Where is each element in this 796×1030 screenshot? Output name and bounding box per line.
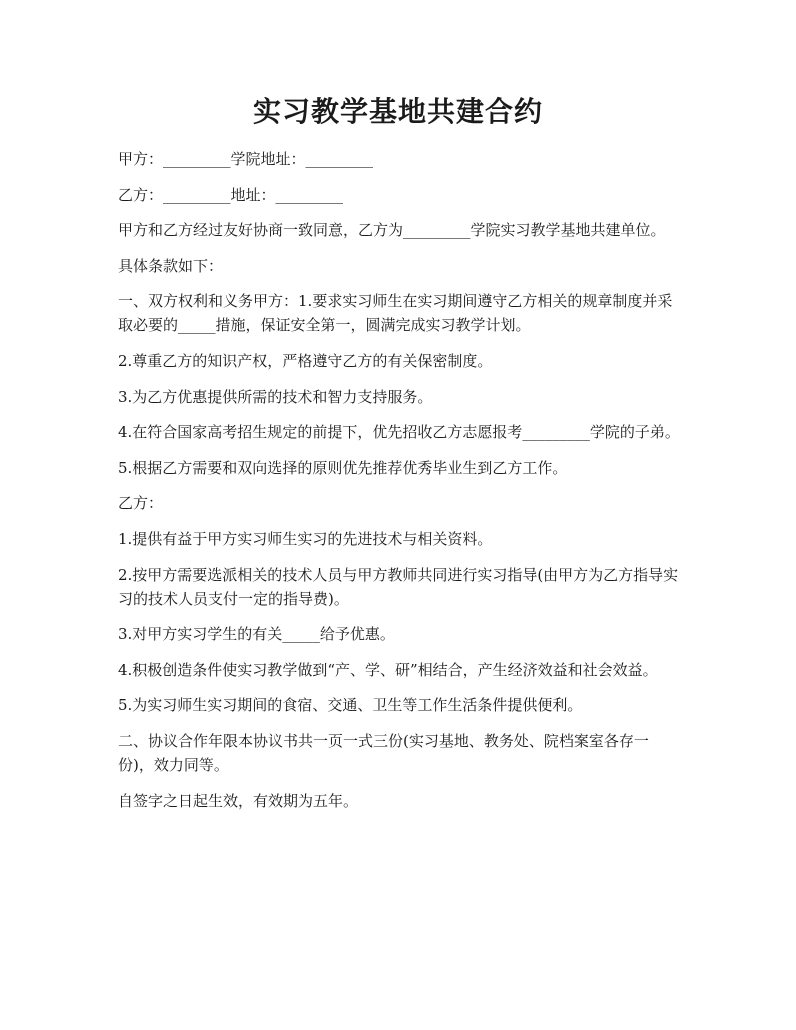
party-b-clause-2: 2.按甲方需要选派相关的技术人员与甲方教师共同进行实习指导(由甲方为乙方指导实习的技术人员支付一定的指导费)。 xyxy=(118,565,679,608)
effective-date-clause: 自签字之日起生效，有效期为五年。 xyxy=(118,791,359,810)
party-a-clause-1: 一、双方权利和义务甲方：1.要求实习师生在实习期间遵守乙方相关的规章制度并采取必要的_____措施，保证安全第一，圆满完成实习教学计划。 xyxy=(118,292,673,335)
party-a-clause-3: 3.为乙方优惠提供所需的技术和智力支持服务。 xyxy=(118,387,433,406)
party-b-clause-3: 3.对甲方实习学生的有关_____给予优惠。 xyxy=(118,625,395,644)
party-b-line: 乙方：_________地址：_________ xyxy=(118,185,344,204)
party-b-clause-4: 4.积极创造条件使实习教学做到“产、学、研”相结合，产生经济效益和社会效益。 xyxy=(118,660,658,679)
party-a-clause-2: 2.尊重乙方的知识产权，严格遵守乙方的有关保密制度。 xyxy=(118,351,493,370)
party-a-line: 甲方：_________学院地址：_________ xyxy=(118,150,374,168)
party-b-heading: 乙方： xyxy=(118,494,164,513)
party-b-clause-5: 5.为实习师生实习期间的食宿、交通、卫生等工作生活条件提供便利。 xyxy=(118,696,583,715)
agreement-intro: 甲方和乙方经过友好协商一致同意，乙方为_________学院实习教学基地共建单位。 xyxy=(118,221,666,240)
terms-heading: 具体条款如下： xyxy=(118,256,224,275)
cooperation-term-clause: 二、协议合作年限本协议书共一页一式三份(实习基地、教务处、院档案室各存一份)，效力同等。 xyxy=(118,731,649,774)
document-title: 实习教学基地共建合约 xyxy=(252,95,543,128)
party-b-clause-1: 1.提供有益于甲方实习师生实习的先进技术与相关资料。 xyxy=(118,529,493,548)
party-a-clause-5: 5.根据乙方需要和双向选择的原则优先推荐优秀毕业生到乙方工作。 xyxy=(118,458,568,477)
party-a-clause-4: 4.在符合国家高考招生规定的前提下，优先招收乙方志愿报考_________学院的子弟。 xyxy=(118,423,680,442)
document-body xyxy=(118,147,684,824)
